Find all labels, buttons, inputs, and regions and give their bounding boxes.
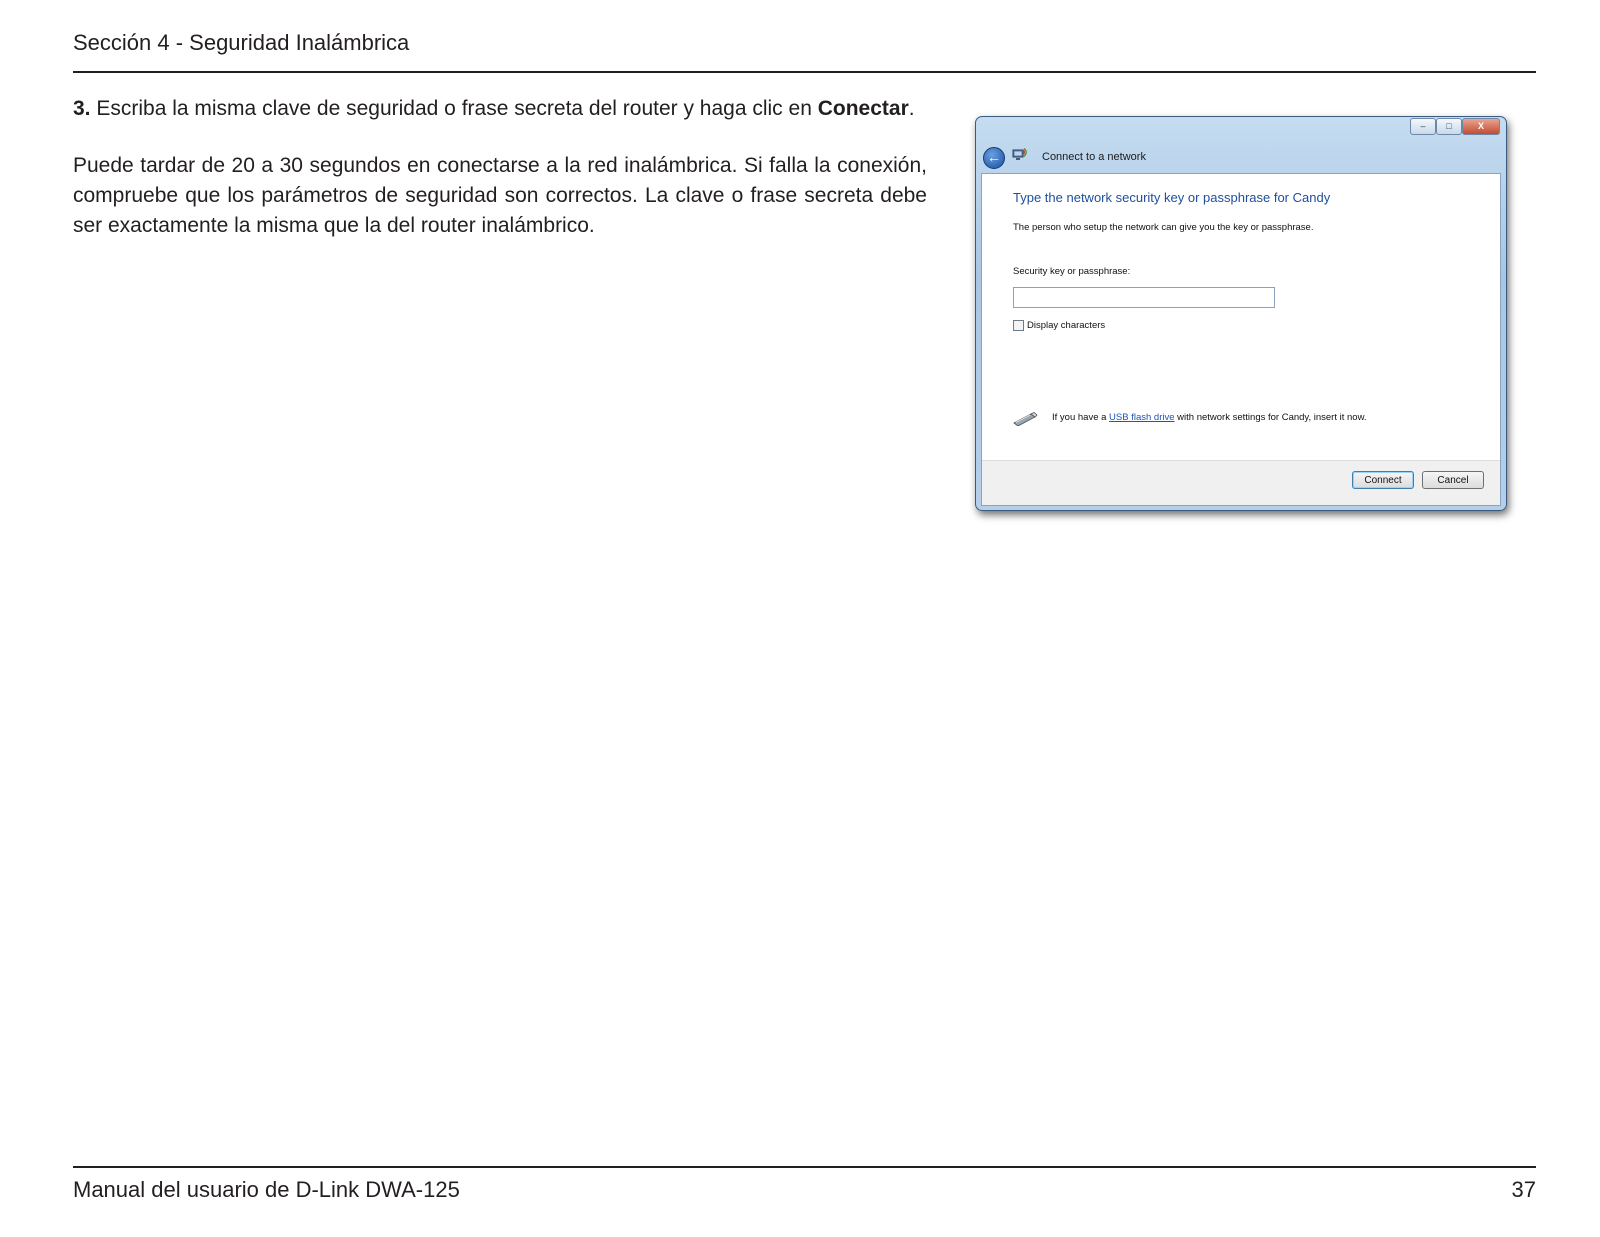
- display-characters-label: Display characters: [1027, 320, 1106, 331]
- step-instruction: [73, 94, 933, 124]
- security-key-input[interactable]: [1013, 287, 1275, 308]
- step-end: .: [908, 97, 915, 120]
- usb-hint: [1052, 412, 1367, 423]
- page-number: 37: [1511, 1177, 1536, 1202]
- display-characters-checkbox[interactable]: [1013, 320, 1024, 331]
- usb-flash-drive-link[interactable]: USB flash drive: [1109, 412, 1175, 423]
- step-bold-action: Conectar: [817, 97, 909, 120]
- dialog-subtext: The person who setup the network can give you the key or passphrase.: [1013, 222, 1314, 233]
- manual-title: Manual del usuario de D-Link DWA-125: [73, 1177, 460, 1202]
- security-key-label: Security key or passphrase:: [1013, 266, 1131, 277]
- network-icon: [1012, 148, 1028, 163]
- usb-hint-suffix: with network settings for Candy, insert it now.: [1177, 412, 1367, 423]
- cancel-button[interactable]: Cancel: [1422, 471, 1484, 489]
- section-title: Sección 4 - Seguridad Inalámbrica: [73, 30, 410, 55]
- dialog-heading: Type the network security key or passphrase for Candy: [1013, 190, 1331, 205]
- usb-hint-prefix: If you have a: [1052, 412, 1107, 423]
- body-paragraph: Puede tardar de 20 a 30 segundos en conectarse a la red inalámbrica. Si falla la conexión, compruebe que los parámetros de seguridad son correctos. La clave o frase secreta debe ser exactamente la misma que la del router inalámbrico.: [73, 154, 927, 237]
- dialog-button-bar: [982, 460, 1500, 505]
- dialog-content: [981, 173, 1501, 506]
- header-divider: [73, 71, 1536, 73]
- step-number: 3.: [73, 97, 91, 120]
- minimize-button[interactable]: –: [1410, 118, 1436, 135]
- step-text: Escriba la misma clave de seguridad o frase secreta del router y haga clic en: [96, 97, 812, 120]
- window-controls: [1410, 118, 1500, 135]
- back-arrow-icon[interactable]: ←: [983, 147, 1005, 169]
- usb-drive-icon: [1011, 410, 1039, 426]
- connect-network-dialog: [975, 116, 1507, 511]
- connect-button[interactable]: Connect: [1352, 471, 1414, 489]
- window-title: Connect to a network: [1042, 151, 1146, 163]
- close-button[interactable]: X: [1462, 118, 1500, 135]
- maximize-button[interactable]: □: [1436, 118, 1462, 135]
- display-characters-row[interactable]: [1013, 320, 1105, 331]
- footer-divider: [73, 1166, 1536, 1168]
